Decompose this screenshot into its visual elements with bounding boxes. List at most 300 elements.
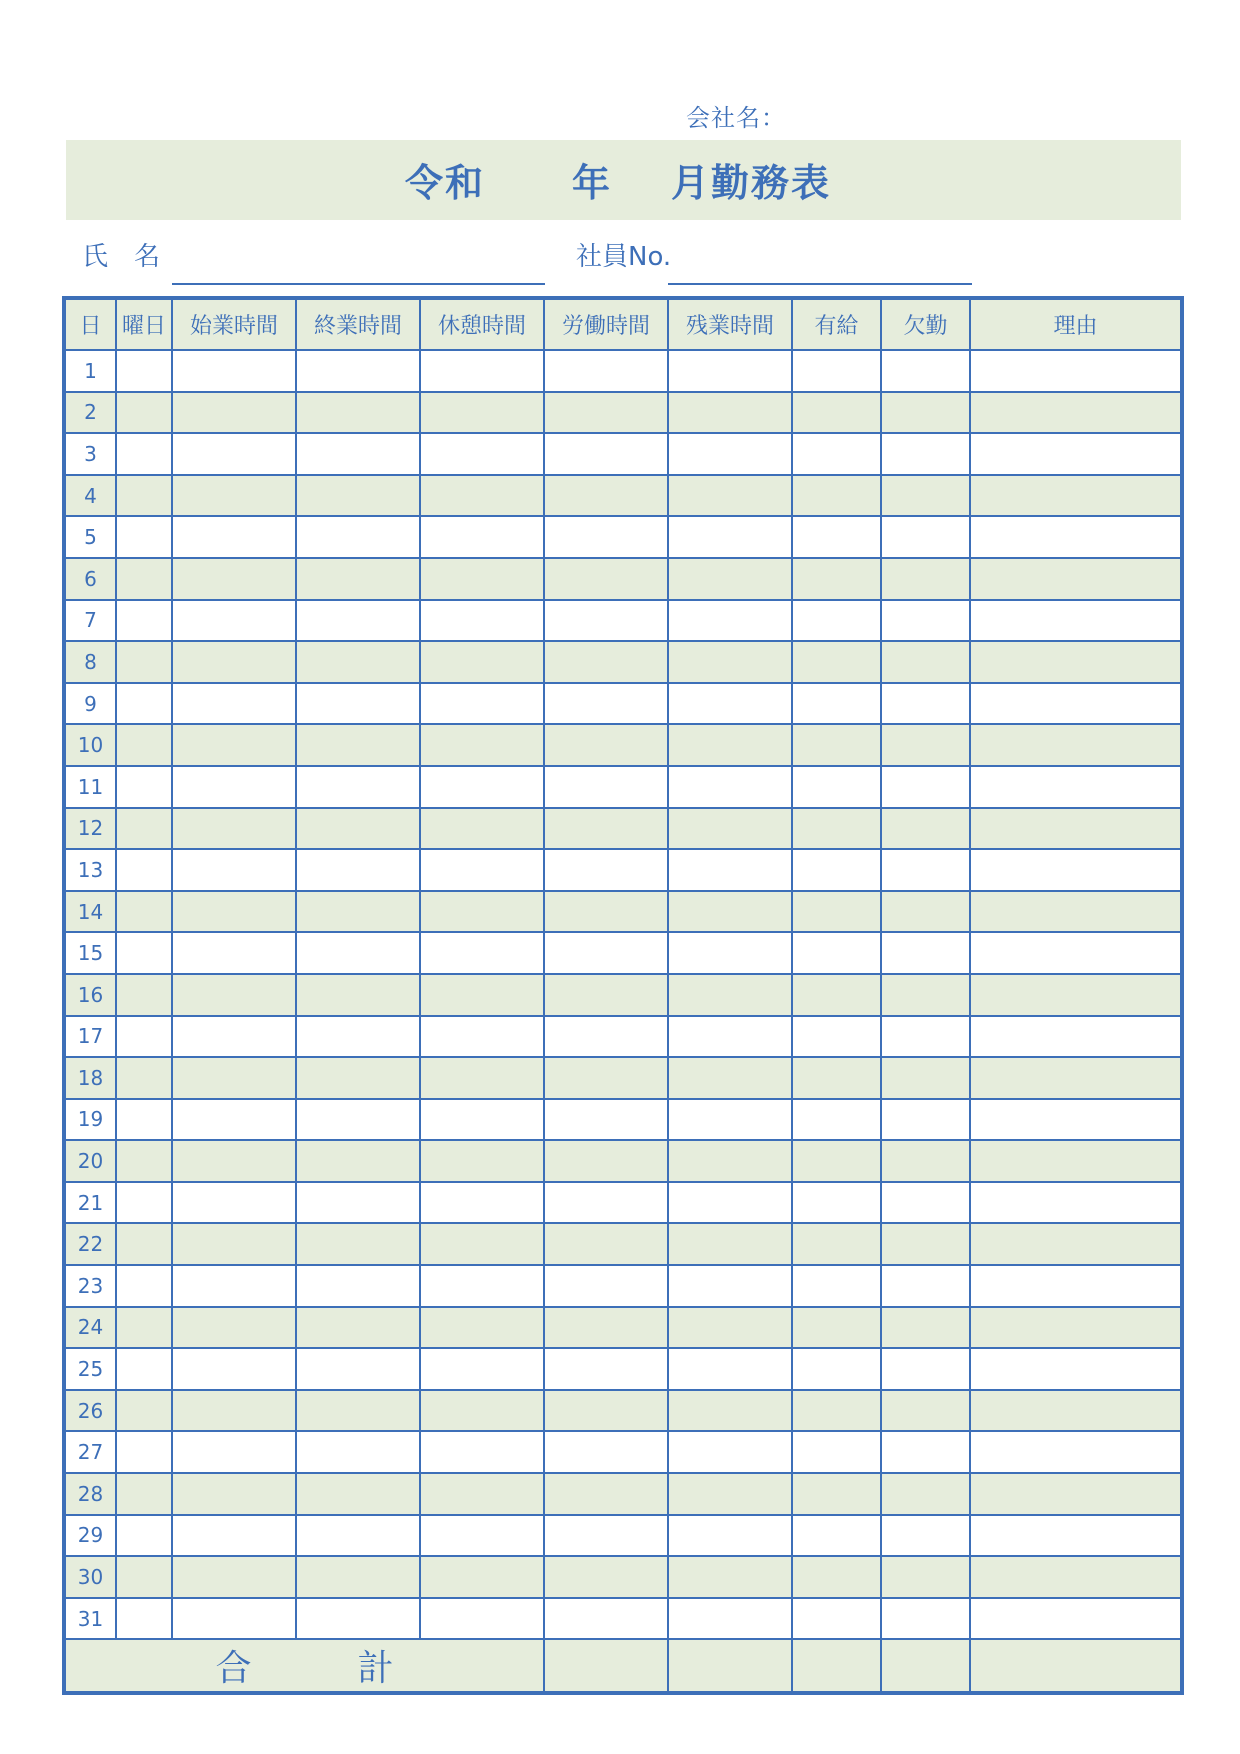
start-time-cell[interactable]	[172, 641, 296, 683]
paid-leave-cell[interactable]	[792, 1556, 881, 1598]
break-time-cell[interactable]	[420, 891, 544, 933]
start-time-cell[interactable]	[172, 1265, 296, 1307]
reason-cell[interactable]	[970, 683, 1182, 725]
weekday-cell[interactable]	[116, 849, 172, 891]
work-time-cell[interactable]	[544, 475, 668, 517]
paid-leave-cell[interactable]	[792, 891, 881, 933]
paid-leave-cell[interactable]	[792, 683, 881, 725]
end-time-cell[interactable]	[296, 1390, 420, 1432]
weekday-cell[interactable]	[116, 766, 172, 808]
break-time-cell[interactable]	[420, 1057, 544, 1099]
absence-cell[interactable]	[881, 600, 970, 642]
overtime-cell[interactable]	[668, 1431, 792, 1473]
overtime-cell[interactable]	[668, 1473, 792, 1515]
reason-cell[interactable]	[970, 1473, 1182, 1515]
start-time-cell[interactable]	[172, 849, 296, 891]
attendance-table	[62, 296, 1184, 1695]
weekday-cell[interactable]	[116, 1598, 172, 1640]
absence-cell[interactable]	[881, 849, 970, 891]
start-time-cell[interactable]	[172, 1390, 296, 1432]
overtime-cell[interactable]	[668, 350, 792, 392]
work-time-cell[interactable]	[544, 1598, 668, 1640]
paid-leave-cell[interactable]	[792, 1140, 881, 1182]
absence-cell[interactable]	[881, 1515, 970, 1557]
break-time-cell[interactable]	[420, 392, 544, 434]
start-time-cell[interactable]	[172, 1348, 296, 1390]
paid-leave-cell[interactable]	[792, 1431, 881, 1473]
reason-cell[interactable]	[970, 1099, 1182, 1141]
start-time-cell[interactable]	[172, 516, 296, 558]
work-time-cell[interactable]	[544, 1265, 668, 1307]
work-time-cell[interactable]	[544, 641, 668, 683]
absence-cell[interactable]	[881, 641, 970, 683]
absence-cell[interactable]	[881, 1473, 970, 1515]
reason-cell[interactable]	[970, 1598, 1182, 1640]
overtime-cell[interactable]	[668, 1348, 792, 1390]
paid-leave-cell[interactable]	[792, 1515, 881, 1557]
work-time-cell[interactable]	[544, 1390, 668, 1432]
paid-leave-cell[interactable]	[792, 350, 881, 392]
end-time-cell[interactable]	[296, 433, 420, 475]
absence-cell[interactable]	[881, 558, 970, 600]
absence-cell[interactable]	[881, 1140, 970, 1182]
day-number: 21	[64, 1182, 116, 1224]
start-time-cell[interactable]	[172, 974, 296, 1016]
reason-cell[interactable]	[970, 1515, 1182, 1557]
start-time-cell[interactable]	[172, 1223, 296, 1265]
weekday-cell[interactable]	[116, 600, 172, 642]
reason-cell[interactable]	[970, 808, 1182, 850]
break-time-cell[interactable]	[420, 1390, 544, 1432]
overtime-cell[interactable]	[668, 724, 792, 766]
absence-cell[interactable]	[881, 1057, 970, 1099]
weekday-cell[interactable]	[116, 1057, 172, 1099]
end-time-cell[interactable]	[296, 1556, 420, 1598]
weekday-cell[interactable]	[116, 1431, 172, 1473]
work-time-cell[interactable]	[544, 1099, 668, 1141]
work-time-cell[interactable]	[544, 808, 668, 850]
reason-cell[interactable]	[970, 1348, 1182, 1390]
weekday-cell[interactable]	[116, 1223, 172, 1265]
work-time-cell[interactable]	[544, 516, 668, 558]
reason-cell[interactable]	[970, 849, 1182, 891]
absence-cell[interactable]	[881, 932, 970, 974]
end-time-cell[interactable]	[296, 475, 420, 517]
start-time-cell[interactable]	[172, 350, 296, 392]
end-time-cell[interactable]	[296, 1016, 420, 1058]
paid-leave-cell[interactable]	[792, 1099, 881, 1141]
paid-leave-cell[interactable]	[792, 808, 881, 850]
reason-cell[interactable]	[970, 1223, 1182, 1265]
start-time-cell[interactable]	[172, 932, 296, 974]
table-row	[64, 433, 1182, 475]
absence-cell[interactable]	[881, 808, 970, 850]
end-time-cell[interactable]	[296, 932, 420, 974]
weekday-cell[interactable]	[116, 516, 172, 558]
start-time-cell[interactable]	[172, 808, 296, 850]
break-time-cell[interactable]	[420, 683, 544, 725]
paid-leave-cell[interactable]	[792, 1265, 881, 1307]
paid-leave-cell[interactable]	[792, 600, 881, 642]
end-time-cell[interactable]	[296, 641, 420, 683]
break-time-cell[interactable]	[420, 1016, 544, 1058]
work-time-cell[interactable]	[544, 433, 668, 475]
overtime-cell[interactable]	[668, 600, 792, 642]
absence-cell[interactable]	[881, 1348, 970, 1390]
start-time-cell[interactable]	[172, 1182, 296, 1224]
absence-cell[interactable]	[881, 766, 970, 808]
weekday-cell[interactable]	[116, 1307, 172, 1349]
end-time-cell[interactable]	[296, 849, 420, 891]
work-time-cell[interactable]	[544, 350, 668, 392]
end-time-cell[interactable]	[296, 1348, 420, 1390]
weekday-cell[interactable]	[116, 475, 172, 517]
break-time-cell[interactable]	[420, 766, 544, 808]
absence-cell[interactable]	[881, 974, 970, 1016]
employee-name-field[interactable]	[172, 283, 545, 285]
title-era: 令和	[405, 161, 486, 205]
total-work-time-cell[interactable]	[544, 1639, 668, 1693]
overtime-cell[interactable]	[668, 932, 792, 974]
table-row	[64, 849, 1182, 891]
total-reason-cell[interactable]	[970, 1639, 1182, 1693]
work-time-cell[interactable]	[544, 392, 668, 434]
reason-cell[interactable]	[970, 641, 1182, 683]
absence-cell[interactable]	[881, 1431, 970, 1473]
overtime-cell[interactable]	[668, 683, 792, 725]
start-time-cell[interactable]	[172, 1556, 296, 1598]
absence-cell[interactable]	[881, 516, 970, 558]
paid-leave-cell[interactable]	[792, 766, 881, 808]
weekday-cell[interactable]	[116, 1390, 172, 1432]
work-time-cell[interactable]	[544, 766, 668, 808]
paid-leave-cell[interactable]	[792, 974, 881, 1016]
break-time-cell[interactable]	[420, 516, 544, 558]
break-time-cell[interactable]	[420, 558, 544, 600]
work-time-cell[interactable]	[544, 1348, 668, 1390]
paid-leave-cell[interactable]	[792, 392, 881, 434]
end-time-cell[interactable]	[296, 808, 420, 850]
end-time-cell[interactable]	[296, 558, 420, 600]
reason-cell[interactable]	[970, 1140, 1182, 1182]
break-time-cell[interactable]	[420, 1348, 544, 1390]
weekday-cell[interactable]	[116, 724, 172, 766]
end-time-cell[interactable]	[296, 1099, 420, 1141]
absence-cell[interactable]	[881, 475, 970, 517]
weekday-cell[interactable]	[116, 1515, 172, 1557]
absence-cell[interactable]	[881, 1556, 970, 1598]
absence-cell[interactable]	[881, 683, 970, 725]
break-time-cell[interactable]	[420, 808, 544, 850]
weekday-cell[interactable]	[116, 932, 172, 974]
break-time-cell[interactable]	[420, 1265, 544, 1307]
start-time-cell[interactable]	[172, 1307, 296, 1349]
reason-cell[interactable]	[970, 392, 1182, 434]
overtime-cell[interactable]	[668, 1598, 792, 1640]
overtime-cell[interactable]	[668, 1140, 792, 1182]
table-row	[64, 1515, 1182, 1557]
absence-cell[interactable]	[881, 1307, 970, 1349]
overtime-cell[interactable]	[668, 641, 792, 683]
work-time-cell[interactable]	[544, 1140, 668, 1182]
end-time-cell[interactable]	[296, 1515, 420, 1557]
break-time-cell[interactable]	[420, 1140, 544, 1182]
overtime-cell[interactable]	[668, 766, 792, 808]
end-time-cell[interactable]	[296, 1598, 420, 1640]
reason-cell[interactable]	[970, 1307, 1182, 1349]
column-header-day: 日	[64, 298, 116, 350]
end-time-cell[interactable]	[296, 766, 420, 808]
break-time-cell[interactable]	[420, 1099, 544, 1141]
end-time-cell[interactable]	[296, 974, 420, 1016]
end-time-cell[interactable]	[296, 1473, 420, 1515]
weekday-cell[interactable]	[116, 683, 172, 725]
overtime-cell[interactable]	[668, 392, 792, 434]
start-time-cell[interactable]	[172, 433, 296, 475]
end-time-cell[interactable]	[296, 891, 420, 933]
start-time-cell[interactable]	[172, 1473, 296, 1515]
weekday-cell[interactable]	[116, 1016, 172, 1058]
overtime-cell[interactable]	[668, 1515, 792, 1557]
start-time-cell[interactable]	[172, 1016, 296, 1058]
table-row	[64, 1140, 1182, 1182]
start-time-cell[interactable]	[172, 475, 296, 517]
overtime-cell[interactable]	[668, 808, 792, 850]
end-time-cell[interactable]	[296, 1140, 420, 1182]
work-time-cell[interactable]	[544, 1473, 668, 1515]
end-time-cell[interactable]	[296, 392, 420, 434]
work-time-cell[interactable]	[544, 849, 668, 891]
end-time-cell[interactable]	[296, 600, 420, 642]
absence-cell[interactable]	[881, 891, 970, 933]
table-row	[64, 724, 1182, 766]
paid-leave-cell[interactable]	[792, 1057, 881, 1099]
weekday-cell[interactable]	[116, 392, 172, 434]
start-time-cell[interactable]	[172, 766, 296, 808]
end-time-cell[interactable]	[296, 1431, 420, 1473]
paid-leave-cell[interactable]	[792, 641, 881, 683]
paid-leave-cell[interactable]	[792, 433, 881, 475]
reason-cell[interactable]	[970, 475, 1182, 517]
weekday-cell[interactable]	[116, 1099, 172, 1141]
end-time-cell[interactable]	[296, 683, 420, 725]
absence-cell[interactable]	[881, 1598, 970, 1640]
weekday-cell[interactable]	[116, 1556, 172, 1598]
paid-leave-cell[interactable]	[792, 516, 881, 558]
reason-cell[interactable]	[970, 1556, 1182, 1598]
paid-leave-cell[interactable]	[792, 475, 881, 517]
day-number: 10	[64, 724, 116, 766]
end-time-cell[interactable]	[296, 350, 420, 392]
break-time-cell[interactable]	[420, 724, 544, 766]
weekday-cell[interactable]	[116, 558, 172, 600]
paid-leave-cell[interactable]	[792, 1390, 881, 1432]
weekday-cell[interactable]	[116, 1473, 172, 1515]
end-time-cell[interactable]	[296, 1182, 420, 1224]
reason-cell[interactable]	[970, 891, 1182, 933]
reason-cell[interactable]	[970, 1431, 1182, 1473]
absence-cell[interactable]	[881, 1223, 970, 1265]
break-time-cell[interactable]	[420, 350, 544, 392]
break-time-cell[interactable]	[420, 600, 544, 642]
absence-cell[interactable]	[881, 1182, 970, 1224]
title-month-sheet: 月勤務表	[671, 161, 832, 205]
overtime-cell[interactable]	[668, 1307, 792, 1349]
weekday-cell[interactable]	[116, 1140, 172, 1182]
total-paid-leave-cell[interactable]	[792, 1639, 881, 1693]
start-time-cell[interactable]	[172, 724, 296, 766]
break-time-cell[interactable]	[420, 849, 544, 891]
break-time-cell[interactable]	[420, 641, 544, 683]
paid-leave-cell[interactable]	[792, 724, 881, 766]
work-time-cell[interactable]	[544, 891, 668, 933]
break-time-cell[interactable]	[420, 475, 544, 517]
weekday-cell[interactable]	[116, 350, 172, 392]
work-time-cell[interactable]	[544, 1307, 668, 1349]
weekday-cell[interactable]	[116, 808, 172, 850]
work-time-cell[interactable]	[544, 1431, 668, 1473]
overtime-cell[interactable]	[668, 475, 792, 517]
work-time-cell[interactable]	[544, 1223, 668, 1265]
absence-cell[interactable]	[881, 1016, 970, 1058]
break-time-cell[interactable]	[420, 1515, 544, 1557]
end-time-cell[interactable]	[296, 1057, 420, 1099]
paid-leave-cell[interactable]	[792, 1223, 881, 1265]
end-time-cell[interactable]	[296, 516, 420, 558]
work-time-cell[interactable]	[544, 1016, 668, 1058]
end-time-cell[interactable]	[296, 1307, 420, 1349]
start-time-cell[interactable]	[172, 1598, 296, 1640]
weekday-cell[interactable]	[116, 1265, 172, 1307]
paid-leave-cell[interactable]	[792, 1182, 881, 1224]
break-time-cell[interactable]	[420, 1431, 544, 1473]
work-time-cell[interactable]	[544, 683, 668, 725]
reason-cell[interactable]	[970, 558, 1182, 600]
start-time-cell[interactable]	[172, 392, 296, 434]
absence-cell[interactable]	[881, 433, 970, 475]
overtime-cell[interactable]	[668, 974, 792, 1016]
reason-cell[interactable]	[970, 350, 1182, 392]
reason-cell[interactable]	[970, 766, 1182, 808]
paid-leave-cell[interactable]	[792, 1598, 881, 1640]
reason-cell[interactable]	[970, 974, 1182, 1016]
absence-cell[interactable]	[881, 350, 970, 392]
work-time-cell[interactable]	[544, 932, 668, 974]
total-overtime-cell[interactable]	[668, 1639, 792, 1693]
work-time-cell[interactable]	[544, 1515, 668, 1557]
paid-leave-cell[interactable]	[792, 932, 881, 974]
paid-leave-cell[interactable]	[792, 558, 881, 600]
reason-cell[interactable]	[970, 600, 1182, 642]
overtime-cell[interactable]	[668, 1265, 792, 1307]
start-time-cell[interactable]	[172, 600, 296, 642]
weekday-cell[interactable]	[116, 433, 172, 475]
reason-cell[interactable]	[970, 724, 1182, 766]
start-time-cell[interactable]	[172, 1431, 296, 1473]
work-time-cell[interactable]	[544, 600, 668, 642]
reason-cell[interactable]	[970, 1182, 1182, 1224]
end-time-cell[interactable]	[296, 1223, 420, 1265]
weekday-cell[interactable]	[116, 891, 172, 933]
reason-cell[interactable]	[970, 1390, 1182, 1432]
overtime-cell[interactable]	[668, 1390, 792, 1432]
break-time-cell[interactable]	[420, 1556, 544, 1598]
reason-cell[interactable]	[970, 932, 1182, 974]
table-row	[64, 1473, 1182, 1515]
reason-cell[interactable]	[970, 1057, 1182, 1099]
work-time-cell[interactable]	[544, 724, 668, 766]
absence-cell[interactable]	[881, 1390, 970, 1432]
reason-cell[interactable]	[970, 433, 1182, 475]
paid-leave-cell[interactable]	[792, 1307, 881, 1349]
break-time-cell[interactable]	[420, 433, 544, 475]
break-time-cell[interactable]	[420, 1473, 544, 1515]
overtime-cell[interactable]	[668, 1016, 792, 1058]
start-time-cell[interactable]	[172, 891, 296, 933]
weekday-cell[interactable]	[116, 1348, 172, 1390]
reason-cell[interactable]	[970, 1016, 1182, 1058]
overtime-cell[interactable]	[668, 1223, 792, 1265]
absence-cell[interactable]	[881, 1265, 970, 1307]
day-number: 6	[64, 558, 116, 600]
weekday-cell[interactable]	[116, 974, 172, 1016]
start-time-cell[interactable]	[172, 1140, 296, 1182]
absence-cell[interactable]	[881, 1099, 970, 1141]
day-number: 20	[64, 1140, 116, 1182]
overtime-cell[interactable]	[668, 1057, 792, 1099]
overtime-cell[interactable]	[668, 1182, 792, 1224]
start-time-cell[interactable]	[172, 683, 296, 725]
paid-leave-cell[interactable]	[792, 1473, 881, 1515]
overtime-cell[interactable]	[668, 516, 792, 558]
overtime-cell[interactable]	[668, 433, 792, 475]
break-time-cell[interactable]	[420, 1223, 544, 1265]
work-time-cell[interactable]	[544, 1057, 668, 1099]
overtime-cell[interactable]	[668, 558, 792, 600]
reason-cell[interactable]	[970, 516, 1182, 558]
weekday-cell[interactable]	[116, 1182, 172, 1224]
break-time-cell[interactable]	[420, 1598, 544, 1640]
weekday-cell[interactable]	[116, 641, 172, 683]
overtime-cell[interactable]	[668, 891, 792, 933]
overtime-cell[interactable]	[668, 849, 792, 891]
overtime-cell[interactable]	[668, 1556, 792, 1598]
total-absence-cell[interactable]	[881, 1639, 970, 1693]
absence-cell[interactable]	[881, 392, 970, 434]
break-time-cell[interactable]	[420, 1182, 544, 1224]
work-time-cell[interactable]	[544, 974, 668, 1016]
paid-leave-cell[interactable]	[792, 1348, 881, 1390]
start-time-cell[interactable]	[172, 1057, 296, 1099]
paid-leave-cell[interactable]	[792, 849, 881, 891]
paid-leave-cell[interactable]	[792, 1016, 881, 1058]
employee-number-field[interactable]	[668, 283, 972, 285]
start-time-cell[interactable]	[172, 1515, 296, 1557]
work-time-cell[interactable]	[544, 1182, 668, 1224]
work-time-cell[interactable]	[544, 1556, 668, 1598]
start-time-cell[interactable]	[172, 558, 296, 600]
work-time-cell[interactable]	[544, 558, 668, 600]
start-time-cell[interactable]	[172, 1099, 296, 1141]
absence-cell[interactable]	[881, 724, 970, 766]
overtime-cell[interactable]	[668, 1099, 792, 1141]
break-time-cell[interactable]	[420, 932, 544, 974]
break-time-cell[interactable]	[420, 974, 544, 1016]
reason-cell[interactable]	[970, 1265, 1182, 1307]
end-time-cell[interactable]	[296, 1265, 420, 1307]
end-time-cell[interactable]	[296, 724, 420, 766]
break-time-cell[interactable]	[420, 1307, 544, 1349]
